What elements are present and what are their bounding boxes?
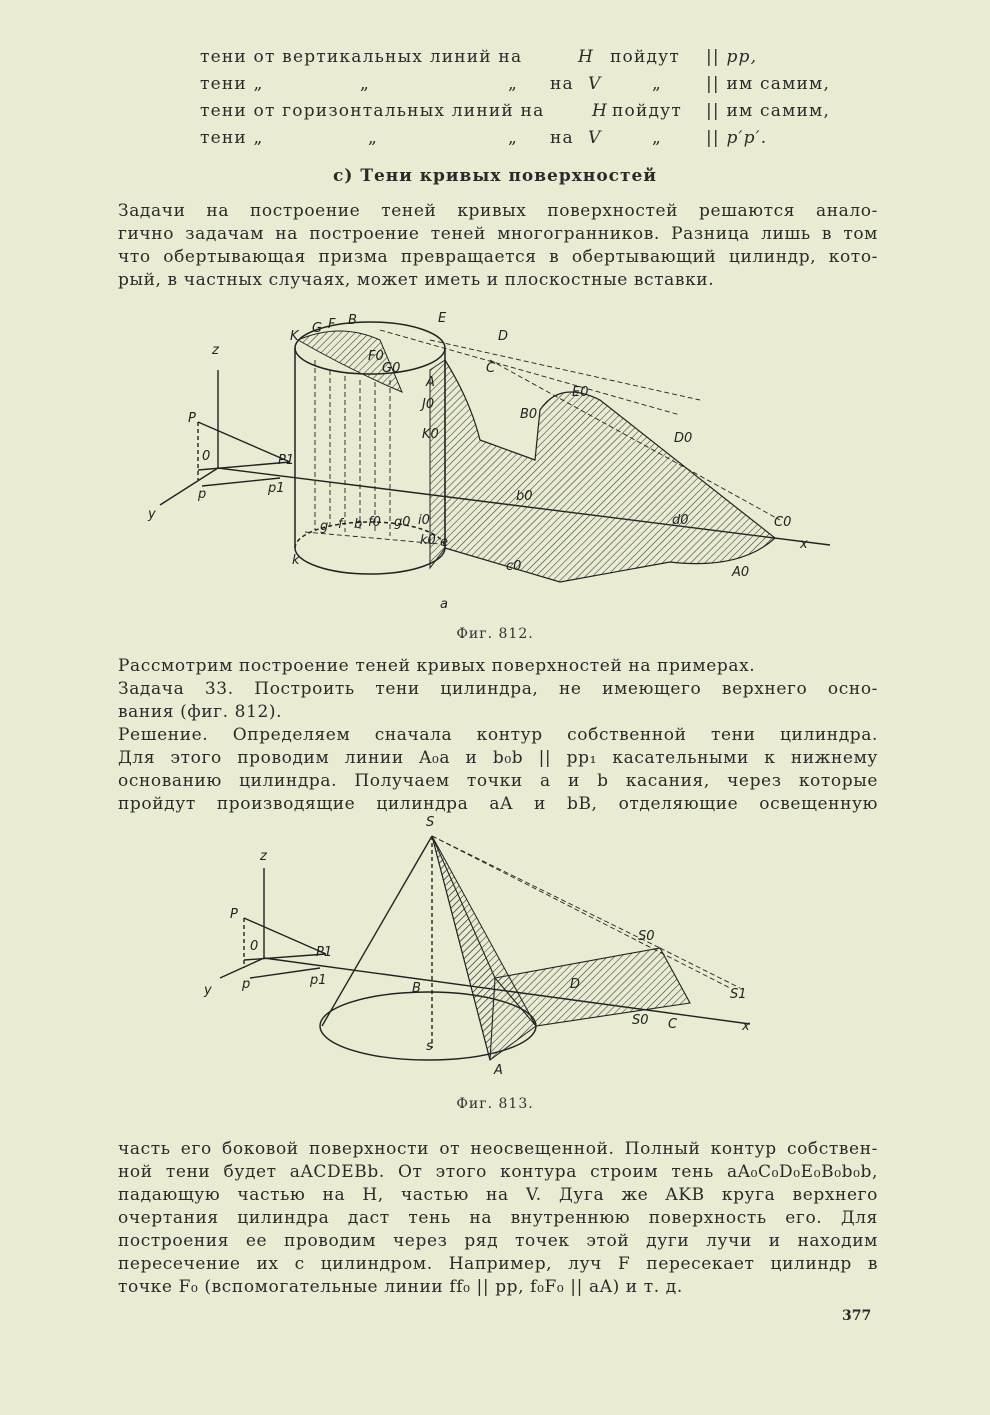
label-y: y — [148, 507, 156, 522]
label-k0: k0 — [420, 533, 436, 548]
text-line: очертания цилиндра даст тень на внутреннюю поверхность его. Для — [118, 1208, 878, 1228]
text-line: Задача 33. Построить тени цилиндра, не имеющего верхнего осно- — [118, 679, 878, 699]
rule-verb: пойдут — [610, 47, 680, 67]
label-s: s — [426, 1039, 433, 1054]
text-line: что обертывающая призма превращается в обертывающий цилиндр, кото- — [118, 247, 878, 267]
label-J0: J0 — [422, 397, 435, 412]
rule-verb: пойдут — [612, 101, 682, 121]
label-p1: p1 — [268, 481, 285, 496]
label-O: 0 — [250, 939, 259, 954]
label-f: f — [338, 517, 343, 532]
label-p1: p1 — [310, 973, 327, 988]
section-heading: c) Тени кривых поверхностей — [333, 166, 657, 186]
label-S1: S1 — [730, 987, 747, 1002]
text-line: падающую частью на H, частью на V. Дуга же AKB круга верхнего — [118, 1185, 878, 1205]
label-D0: D0 — [674, 431, 693, 446]
figure-813-cone-shadow — [190, 808, 790, 1078]
rule-plane: H — [578, 47, 595, 67]
rule-result: || pp, — [706, 47, 758, 67]
label-G: G — [312, 321, 323, 336]
label-E0: E0 — [572, 385, 589, 400]
text-line: Для этого проводим линии A₀a и b₀b || pp₁ касательными к нижнему — [118, 748, 878, 768]
label-D: D — [570, 977, 581, 992]
rule-text: тени „ — [200, 74, 264, 94]
rule-prep: на — [550, 128, 574, 148]
label-f0: f0 — [368, 515, 381, 530]
text-line: вания (фиг. 812). — [118, 702, 283, 722]
text-line: пересечение их с цилиндром. Например, луч F пересекает цилиндр в — [118, 1254, 878, 1274]
ditto-mark: „ — [508, 128, 519, 148]
label-y: y — [204, 983, 212, 998]
rule-result: || им самим, — [706, 101, 831, 121]
label-p: p — [198, 487, 207, 502]
label-C: C — [668, 1017, 678, 1032]
label-z: z — [212, 343, 219, 358]
label-g: g — [320, 519, 329, 534]
ditto-mark: „ — [368, 128, 379, 148]
label-d0: d0 — [672, 513, 689, 528]
text-line: Рассмотрим построение теней кривых поверхностей на примерах. — [118, 656, 756, 676]
label-B0: B0 — [520, 407, 538, 422]
figure-812-cylinder-shadow — [140, 300, 840, 620]
label-b0: b0 — [516, 489, 533, 504]
label-c0: c0 — [506, 559, 522, 574]
label-P: P — [230, 907, 238, 922]
rule-text: тени „ — [200, 128, 264, 148]
text-line: основанию цилиндра. Получаем точки a и b касания, через которые — [118, 771, 878, 791]
text-line: построения ее проводим через ряд точек этой дуги лучи и находим — [118, 1231, 878, 1251]
label-F: F — [328, 317, 336, 332]
ditto-mark: „ — [652, 74, 663, 94]
label-p: p — [242, 977, 251, 992]
text-line: Решение. Определяем сначала контур собственной тени цилиндра. — [118, 725, 878, 745]
rule-text: тени от вертикальных линий на — [200, 47, 523, 67]
rule-result: || им самим, — [706, 74, 831, 94]
label-K: K — [290, 329, 299, 344]
paragraph-solution-continued — [118, 1138, 878, 1299]
label-S: S — [426, 815, 435, 830]
ditto-mark: „ — [652, 128, 663, 148]
paragraph-intro — [118, 200, 878, 292]
figure-812-caption: Фиг. 812. — [456, 626, 534, 642]
rule-result: || p′p′. — [706, 128, 768, 148]
label-C: C — [486, 361, 496, 376]
label-A0: A0 — [732, 565, 750, 580]
text-line: часть его боковой поверхности от неосвещенной. Полный контур собствен- — [118, 1139, 878, 1159]
page-number: 377 — [842, 1308, 872, 1324]
label-K0: K0 — [422, 427, 439, 442]
text-line: Задачи на построение теней кривых поверхностей решаются анало- — [118, 201, 878, 221]
label-a: a — [440, 597, 448, 612]
rule-prep: на — [550, 74, 574, 94]
label-D: D — [498, 329, 509, 344]
ditto-mark: „ — [508, 74, 519, 94]
text-line: пройдут производящие цилиндра aA и bB, отделяющие освещенную — [118, 794, 878, 814]
text-line: гично задачам на построение теней многогранников. Разница лишь в том — [118, 224, 878, 244]
paragraph-task-33 — [118, 655, 878, 816]
label-G0: G0 — [382, 361, 401, 376]
label-E: E — [438, 311, 447, 326]
label-B: B — [348, 313, 357, 328]
label-z: z — [260, 849, 267, 864]
label-B: B — [412, 981, 421, 996]
label-P: P — [188, 411, 196, 426]
rule-plane: H — [592, 101, 609, 121]
label-P1: P1 — [316, 945, 333, 960]
label-g0: g0 — [394, 515, 411, 530]
label-C0: C0 — [774, 515, 792, 530]
rule-text: тени от горизонтальных линий на — [200, 101, 545, 121]
label-A: A — [494, 1063, 503, 1078]
rule-plane: V — [588, 128, 602, 148]
label-S0: S0 — [638, 929, 655, 944]
text-line: точке F₀ (вспомогательные линии ff₀ || pp, f₀F₀ || aA) и т. д. — [118, 1277, 683, 1297]
figure-813-caption: Фиг. 813. — [456, 1096, 534, 1112]
label-k: k — [292, 553, 300, 568]
label-i0: i0 — [418, 513, 430, 528]
label-b: b — [354, 517, 363, 532]
label-P1: P1 — [278, 453, 295, 468]
label-x: x — [742, 1019, 750, 1034]
label-e: e — [440, 535, 448, 550]
text-line: рый, в частных случаях, может иметь и плоскостные вставки. — [118, 270, 715, 290]
label-A: A — [426, 375, 435, 390]
label-O: 0 — [202, 449, 211, 464]
text-line: ной тени будет aACDEBb. От этого контура строим тень aA₀C₀D₀E₀B₀b₀b, — [118, 1162, 878, 1182]
ditto-mark: „ — [360, 74, 371, 94]
rule-plane: V — [588, 74, 602, 94]
label-F0: F0 — [368, 349, 384, 364]
label-S0-bottom: S0 — [632, 1013, 649, 1028]
label-x: x — [800, 537, 808, 552]
